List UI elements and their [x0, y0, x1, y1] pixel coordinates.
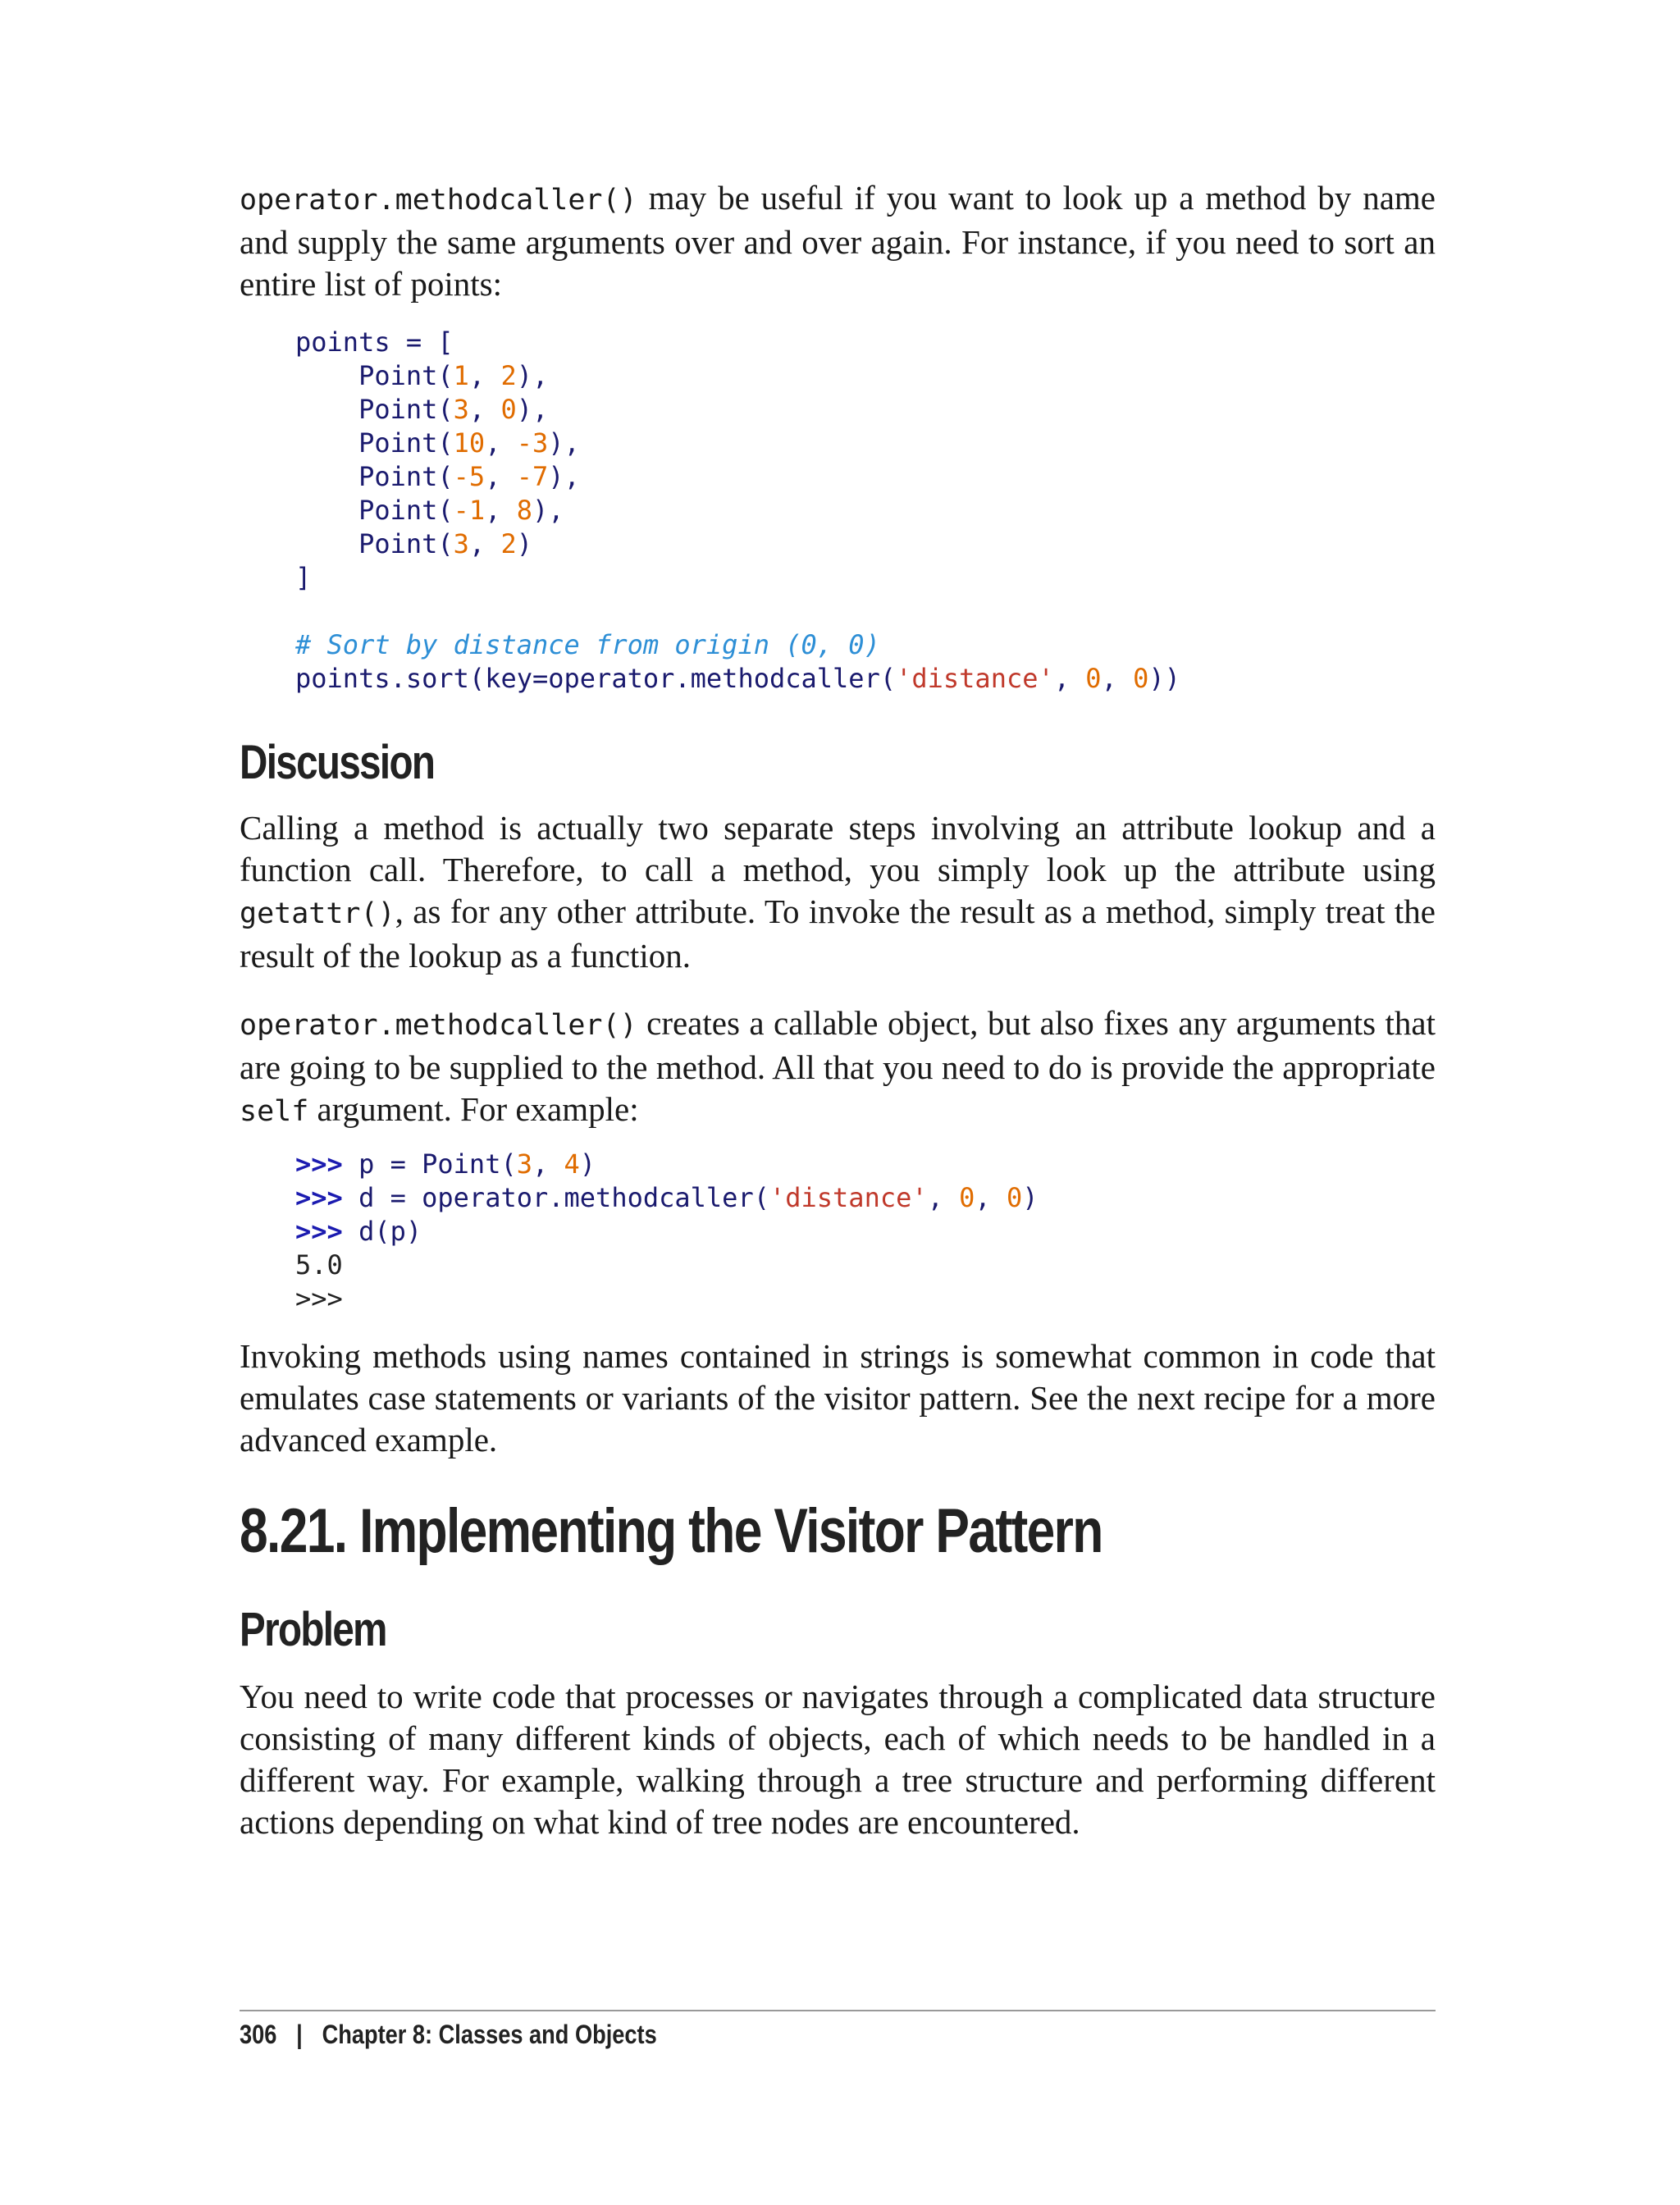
discussion-paragraph-3: Invoking methods using names contained in strings is somewhat common in code that emulates case statements or variants of the visitor pattern. See the next recipe for a more advanced example. — [240, 1337, 1436, 1459]
code-line: points.sort(key=operator.methodcaller('distance', 0, 0)) — [295, 663, 1180, 694]
page-footer — [240, 2020, 657, 2050]
problem-paragraph-block — [240, 1676, 1436, 1843]
text-run: , as for any other attribute. To invoke the result as a method, simply treat the result of the lookup as a function. — [240, 892, 1436, 975]
intro-paragraph-block — [240, 177, 1436, 305]
code-comment: # Sort by distance from origin (0, 0) — [295, 629, 880, 660]
code-line: Point(3, 0), — [295, 394, 549, 425]
chapter-title: Chapter 8: Classes and Objects — [322, 2020, 657, 2049]
code-line: Point(3, 2) — [295, 528, 532, 559]
intro-text: may be useful if you want to look up a method by name and supply the same arguments over and over again. For instance, if you need to sort an entire list of points: — [240, 179, 1436, 303]
inline-code: operator.methodcaller() — [240, 1009, 637, 1042]
problem-paragraph: You need to write code that processes or navigates through a complicated data structure consisting of many different kinds of objects, each of which needs to be handled in a different way. For example, walking through a tree structure and performing different actions depending on what kind of tree nodes are encountered. — [240, 1678, 1436, 1841]
inline-code: self — [240, 1095, 309, 1128]
code-line: >>> d = operator.methodcaller('distance', 0, 0) — [295, 1182, 1039, 1213]
code-output: 5.0 — [295, 1249, 343, 1281]
code-line: Point(-5, -7), — [295, 461, 580, 492]
code-prompt-empty: >>> — [295, 1283, 343, 1314]
discussion-heading: Discussion — [240, 736, 435, 789]
code-line: >>> d(p) — [295, 1216, 422, 1247]
problem-heading: Problem — [240, 1603, 386, 1656]
code-line: points = [ — [295, 326, 454, 358]
intro-paragraph — [240, 177, 1436, 305]
code-line: Point(1, 2), — [295, 360, 549, 391]
code-line: >>> p = Point(3, 4) — [295, 1148, 596, 1180]
code-block-interactive — [295, 1148, 1038, 1316]
discussion-paragraph-2-block — [240, 1002, 1436, 1133]
code-block-points — [295, 326, 1180, 696]
code-line: Point(-1, 8), — [295, 495, 564, 526]
discussion-paragraph-2 — [240, 1002, 1436, 1133]
code-line: Point(10, -3), — [295, 427, 580, 459]
code-line: ] — [295, 562, 312, 593]
text-run: argument. For example: — [308, 1090, 639, 1128]
discussion-paragraph-3-block — [240, 1335, 1436, 1461]
discussion-paragraph-1 — [240, 807, 1436, 977]
footer-separator: | — [296, 2020, 303, 2049]
text-run: Calling a method is actually two separate steps involving an attribute lookup and a function call. Therefore, to call a method, you simply look up the attribute using — [240, 809, 1436, 888]
discussion-paragraph-1-block — [240, 807, 1436, 977]
page-number: 306 — [240, 2020, 277, 2049]
inline-code: operator.methodcaller() — [240, 184, 637, 217]
text-run: creates a callable object, but also fixes any arguments that are going to be supplied to the method. All that you need to do is provide the appropriate — [240, 1004, 1436, 1086]
section-title: 8.21. Implementing the Visitor Pattern — [240, 1496, 1102, 1566]
inline-code: getattr() — [240, 897, 395, 930]
footer-rule — [240, 2010, 1436, 2011]
